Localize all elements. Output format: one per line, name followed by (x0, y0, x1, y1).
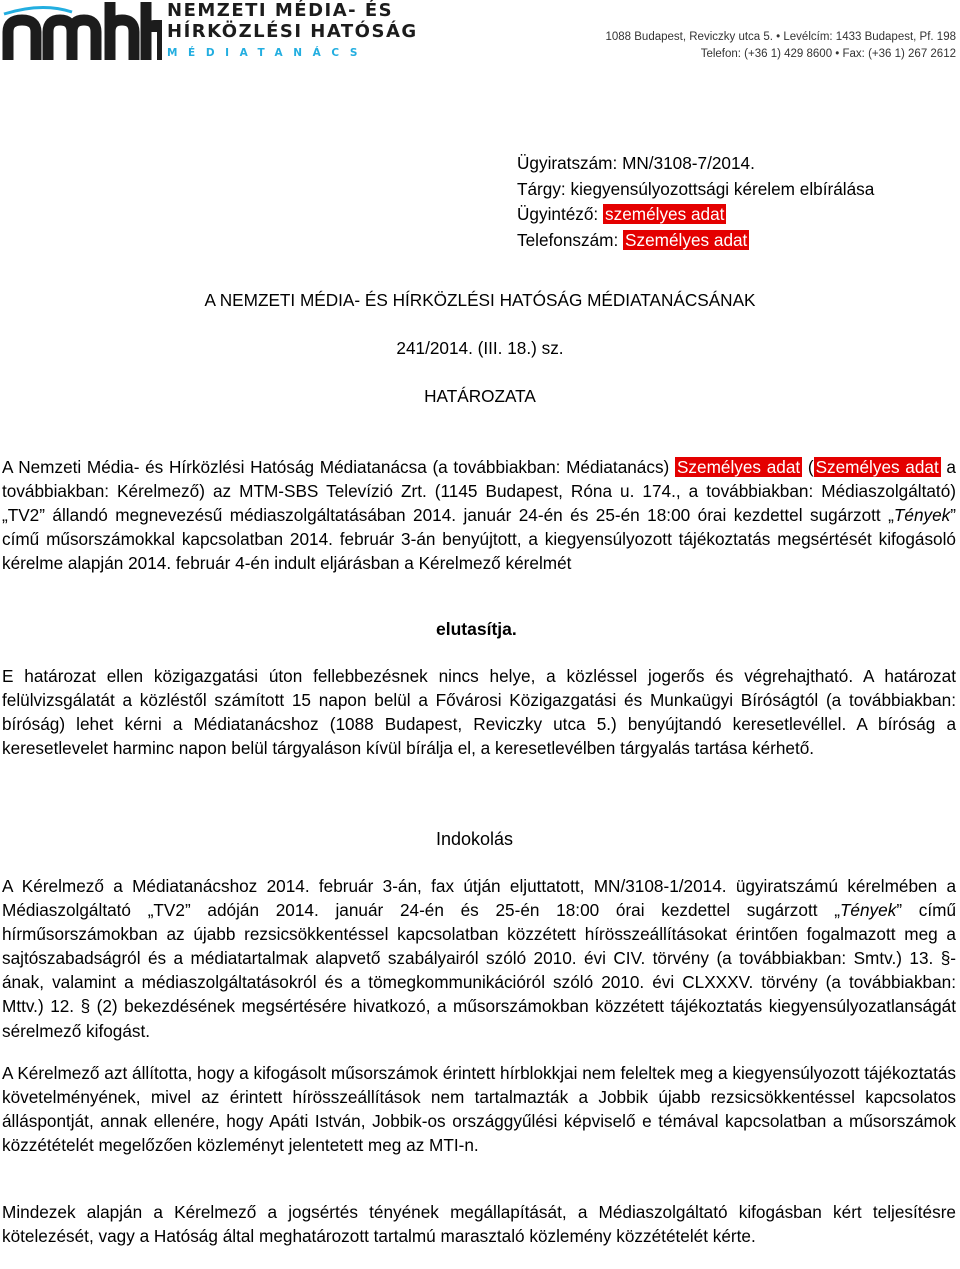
intro-text-c: a továbbiakban: Kérelmező) az MTM-SBS Televízió Zrt. (1145 Budapest, Róna u. 174., a továbbiakban: Médiaszolgáltató) „TV2” állandó megnevezésű médiaszolgáltatásában 2014. január 24-én és 25-én 18:00 órai kezdettel sugárzott „ (2, 457, 956, 526)
phone-redacted: Személyes adat (625, 229, 748, 250)
intro-text-b: ( (802, 457, 814, 477)
phone-row (517, 228, 874, 254)
intro-text-a: A Nemzeti Média- és Hírközlési Hatóság Médiatanácsa (a továbbiakban: Médiatanács) (2, 457, 675, 477)
p1-text-a: A Kérelmező a Médiatanácshoz 2014. február 3-án, fax útján eljuttatott, MN/3108-1/2014. ügyiratszámú kérelmében a Médiaszolgáltató „TV2” adóján 2014. január 24-én és 25-én 18:00 órai kezdettel sugárzott „ (2, 876, 956, 921)
subject-value: kiegyensúlyozottsági kérelem elbírálása (570, 178, 875, 199)
redacted-applicant-2: Személyes adat (815, 457, 939, 477)
contact-address: 1088 Budapest, Reviczky utca 5. • Levélcím: 1433 Budapest, Pf. 198 (605, 31, 956, 43)
intro-text-d: ” című műsorszámokkal kapcsolatban 2014. február 3-án benyújtott, a kiegyensúlyozott tájékoztatás megsértését kifogásoló kérelme alapján 2014. február 4-én indult eljárásban a Kérelmező kérelmét (2, 505, 956, 574)
p1-text-b: ” című hírműsorszámokban az újabb rezsicsökkentéssel kapcsolatban közzétett hírösszeállításokat érintően fogalmazott meg a sajtószabadságról és a médiatartalmak alapvető szabályairól szóló 2010. évi CIV. törvény (a továbbiakban: Smtv.) 13. §-ának, valamint a médiaszolgáltatásokról és a tömegkommunikációról szóló 2010. évi CLXXXV. törvény (a továbbiakban: Mttv.) 12. § (2) bekezdésének megsértésére hivatkozó, a műsorszámokban közzétett tájékoztatás kiegyensúlyozatlanságát sérelmező kifogást. (2, 900, 957, 1041)
decision-number: 241/2014. (III. 18.) sz. (396, 338, 564, 358)
case-number-value: MN/3108-7/2014. (622, 153, 755, 173)
nmhh-logo-mark (2, 0, 162, 62)
contact-phone-fax: Telefon: (+36 1) 429 8600 • Fax: (+36 1) 267 2612 (700, 48, 956, 60)
subject-label: Tárgy: (517, 178, 566, 199)
org-name-line1: NEMZETI MÉDIA- ÉS (167, 0, 394, 21)
org-name-line3: MÉDIATANÁCS (167, 47, 369, 59)
case-number-row (517, 151, 874, 177)
intro-paragraph (2, 455, 956, 575)
p1-program-name: Tények (839, 900, 897, 921)
case-number-label: Ügyiratszám: (517, 153, 618, 173)
clerk-redacted: személyes adat (605, 204, 725, 224)
org-name-block (167, 0, 418, 61)
contact-block (605, 29, 956, 63)
reasoning-paragraph-2: A Kérelmező azt állította, hogy a kifogásolt műsorszámok érintett hírblokkjai nem feleltek meg a kiegyensúlyozott tájékoztatás követelményének, mivel az érintett hírösszeállítások nem tartalmazták a Jobbik újabb rezsicsökkentéssel kapcsolatos álláspontját, annak ellenére, hogy Apáti István, Jobbik-os országgyűlési képviselő e témával kapcsolatban a műsorszámok közzétételét megelőzően közleményt jelentetett meg az MTI-n. (2, 1063, 956, 1156)
appeal-paragraph: E határozat ellen közigazgatási úton fellebbezésnek nincs helye, a közléssel jogerős és végrehajtható. A határozat felülvizsgálatát a közléstől számított 15 napon belül a Fővárosi Közigazgatási és Munkaügyi Bíróságtól (a továbbiakban: bíróság) lehet kérni a Médiatanácshoz (1088 Budapest, Reviczky utca 5.) benyújtandó keresetlevéllel. A bíróság a keresetlevelet harminc napon belül tárgyaláson kívül bírálja el, a keresetlevélben tárgyalás tartása kérhető. (2, 666, 956, 759)
decision-verdict: elutasítja. (436, 619, 517, 639)
redacted-applicant: Személyes adat (676, 457, 801, 477)
reasoning-paragraph-3: Mindezek alapján a Kérelmező a jogsértés tényének megállapítását, a Médiaszolgáltató kifogásban kért teljesítésre kötelezését, vagy a Hatóság által meghatározott tartalmú marasztaló közlemény közzétételét kérte. (2, 1202, 956, 1247)
phone-label: Telefonszám: (517, 229, 619, 250)
clerk-row (517, 202, 874, 228)
clerk-label: Ügyintéző: (517, 204, 599, 224)
reasoning-paragraph-1 (2, 874, 956, 1043)
subject-row (517, 177, 874, 203)
document-meta (517, 151, 874, 253)
org-name-line2: HÍRKÖZLÉSI HATÓSÁG (167, 21, 418, 42)
decision-title: HATÁROZATA (424, 386, 536, 406)
decision-authority-title: A NEMZETI MÉDIA- ÉS HÍRKÖZLÉSI HATÓSÁG MÉDIATANÁCSÁNAK (204, 290, 756, 310)
intro-program-name: Tények (893, 505, 951, 526)
reasoning-heading: Indokolás (436, 829, 514, 849)
